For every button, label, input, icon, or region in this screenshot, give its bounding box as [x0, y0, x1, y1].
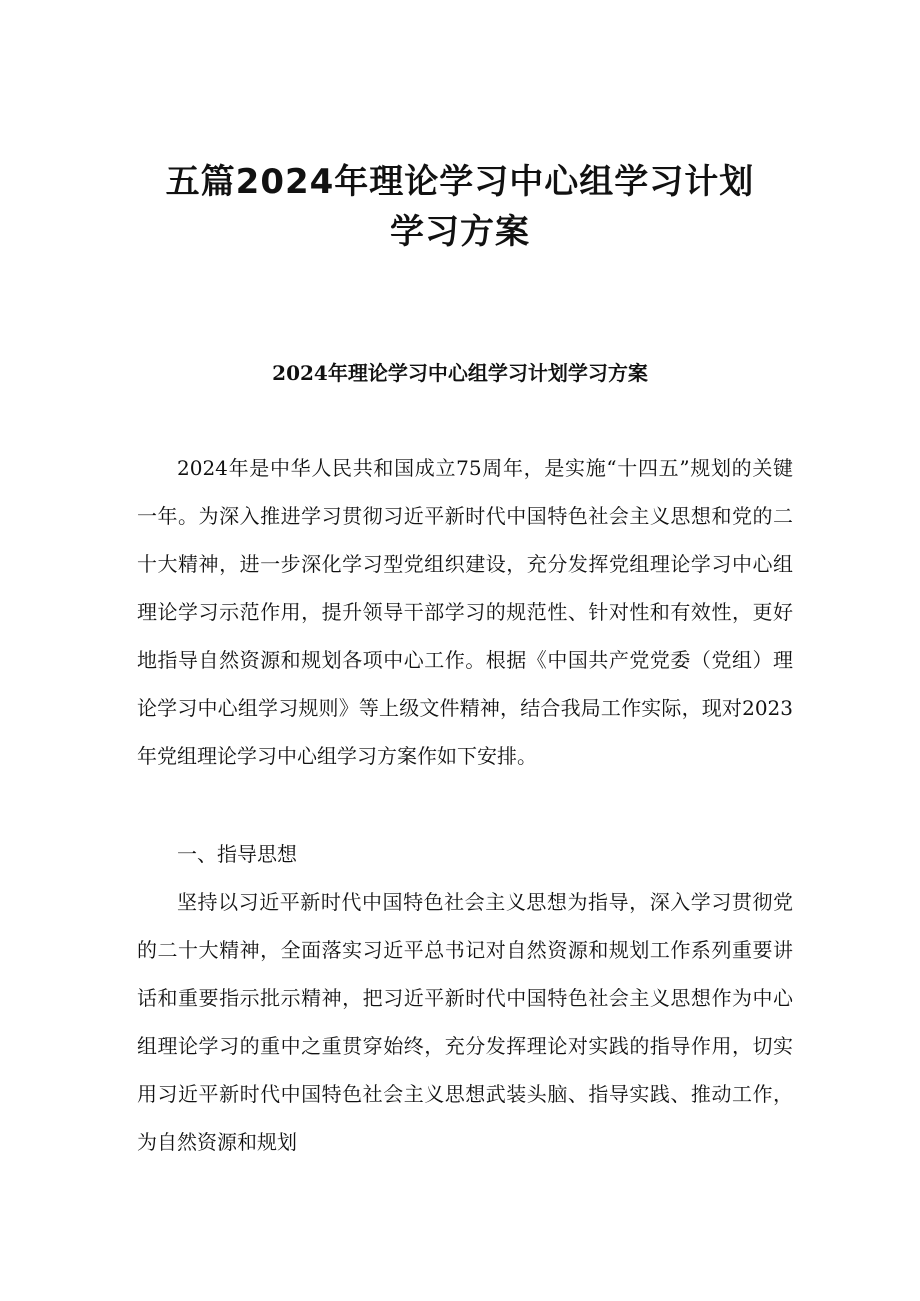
intro-paragraph: 2024年是中华人民共和国成立75周年，是实施“十四五”规划的关键一年。为深入推进学习贯彻习近平新时代中国特色社会主义思想和党的二十大精神，进一步深化学习型党组织建设，充分发挥党组理论学习中心组理论学习示范作用，提升领导干部学习的规范性、针对性和有效性，更好地指导自然资源和规划各项中心工作。根据《中国共产党党委（党组）理论学习中心组学习规则》等上级文件精神，结合我局工作实际，现对2023年党组理论学习中心组学习方案作如下安排。 — [137, 456, 793, 768]
section-heading-guiding-ideology: 一、指导思想 — [177, 842, 297, 866]
document-title-line-1: 五篇2024年理论学习中心组学习计划 — [165, 162, 755, 202]
document-title-line-2: 学习方案 — [390, 212, 530, 252]
guiding-ideology-paragraph: 坚持以习近平新时代中国特色社会主义思想为指导，深入学习贯彻党的二十大精神，全面落实习近平总书记对自然资源和规划工作系列重要讲话和重要指示批示精神，把习近平新时代中国特色社会主义思想作为中心组理论学习的重中之重贯穿始终，充分发挥理论对实践的指导作用，切实用习近平新时代中国特色社会主义思想武装头脑、指导实践、推动工作，为自然资源和规划 — [137, 890, 793, 1154]
document-subtitle: 2024年理论学习中心组学习计划学习方案 — [272, 361, 648, 385]
